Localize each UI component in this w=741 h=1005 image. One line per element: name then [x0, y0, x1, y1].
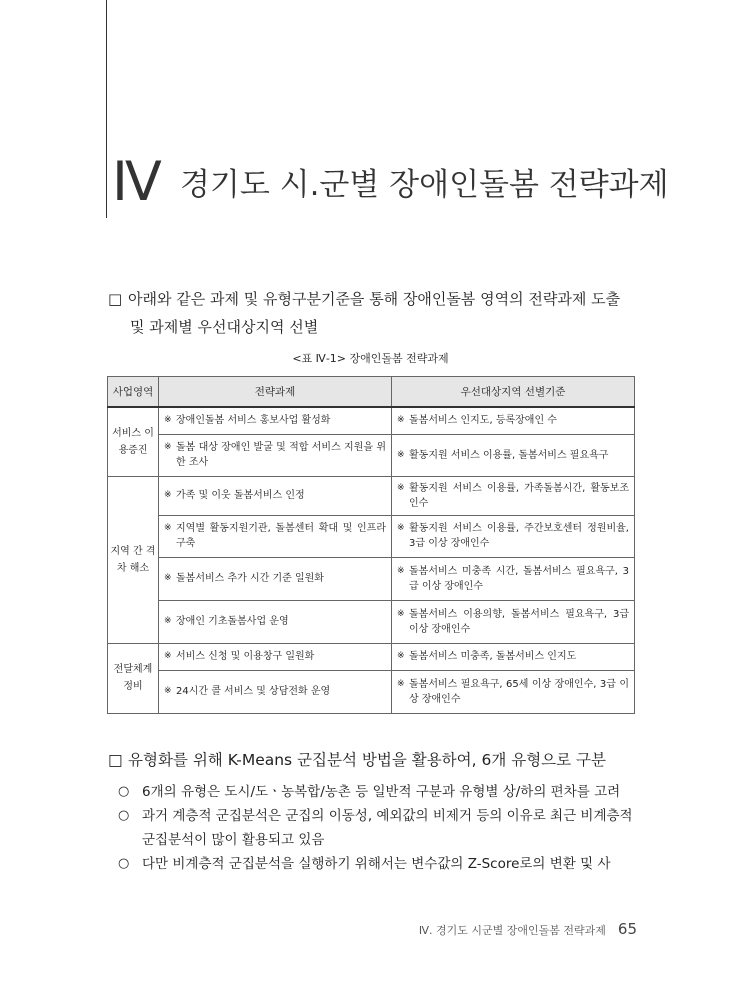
reference-mark-icon: ※ — [397, 415, 405, 426]
table-row — [108, 434, 635, 476]
table-header-row — [108, 377, 635, 408]
chapter-number: Ⅳ — [112, 152, 163, 212]
reference-mark-icon: ※ — [397, 678, 405, 689]
reference-mark-icon: ※ — [397, 651, 405, 661]
reference-mark-icon: ※ — [397, 482, 405, 493]
section2-heading — [108, 746, 638, 774]
strategy-table — [107, 376, 635, 714]
criteria-cell: ※ 활동지원 서비스 이용률, 주간보호센터 정원비율, 3급 이상 장애인수 — [392, 515, 635, 557]
reference-mark-icon: ※ — [164, 651, 172, 661]
reference-mark-icon: ※ — [164, 686, 172, 696]
task-cell: ※ 24시간 콜 서비스 및 상담전화 운영 — [159, 670, 392, 713]
table-row — [108, 670, 635, 713]
task-cell: ※ 가족 및 이웃 돌봄서비스 인정 — [159, 476, 392, 515]
list-item: ○ 과거 계층적 군집분석은 군집의 이동성, 예외값의 비제거 등의 이유로 최근 비계층적 군집분석이 많이 활용되고 있음 — [118, 804, 638, 852]
header-task: 전략과제 — [159, 377, 392, 408]
reference-mark-icon: ※ — [164, 616, 172, 626]
criteria-cell: ※ 활동지원 서비스 이용률, 가족돌봄시간, 활동보조 인수 — [392, 476, 635, 515]
circle-bullet-icon: ○ — [118, 784, 130, 799]
page-number: 65 — [617, 920, 637, 938]
area-cell: 지역 간 격차 해소 — [108, 476, 159, 643]
square-bullet-icon: □ — [108, 751, 123, 769]
intro-line-1: 아래와 같은 과제 및 유형구분기준을 통해 장애인돌봄 영역의 전략과제 도출 — [128, 290, 621, 308]
task-cell: ※ 서비스 신청 및 이용창구 일원화 — [159, 643, 392, 670]
running-title: Ⅳ. 경기도 시군별 장애인돌봄 전략과제 — [418, 924, 606, 937]
header-criteria: 우선대상지역 선별기준 — [392, 377, 635, 408]
table-caption: <표 Ⅳ-1> 장애인돌봄 전략과제 — [292, 352, 449, 365]
task-cell: ※ 장애인 기초돌봄사업 운영 — [159, 600, 392, 643]
list-item: ○ 다만 비계층적 군집분석을 실행하기 위해서는 변수값의 Z-Score로의 변환 및 사 — [118, 852, 638, 876]
table-row — [108, 476, 635, 515]
reference-mark-icon: ※ — [397, 608, 405, 619]
reference-mark-icon: ※ — [397, 523, 405, 533]
reference-mark-icon: ※ — [164, 415, 172, 426]
reference-mark-icon: ※ — [397, 565, 405, 576]
task-cell: ※ 돌봄 대상 장애인 발굴 및 적합 서비스 지원을 위한 조사 — [159, 434, 392, 476]
section2-heading-text: 유형화를 위해 K-Means 군집분석 방법을 활용하여, 6개 유형으로 구분 — [128, 751, 606, 769]
task-cell: ※ 지역별 활동지원기관, 돌봄센터 확대 및 인프라 구축 — [159, 515, 392, 557]
reference-mark-icon: ※ — [397, 449, 405, 460]
table-row — [108, 515, 635, 557]
area-cell: 서비스 이용증진 — [108, 407, 159, 476]
reference-mark-icon: ※ — [164, 442, 172, 452]
chapter-heading — [112, 150, 669, 213]
area-cell: 전달체계 정비 — [108, 643, 159, 713]
circle-bullet-icon: ○ — [118, 856, 130, 871]
circle-bullet-icon: ○ — [118, 808, 130, 823]
section2-list — [118, 780, 638, 876]
criteria-cell: ※ 돌봄서비스 미충족, 돌봄서비스 인지도 — [392, 643, 635, 670]
table-row — [108, 600, 635, 643]
square-bullet-icon: □ — [108, 290, 123, 308]
criteria-cell: ※ 돌봄서비스 인지도, 등록장애인 수 — [392, 407, 635, 434]
criteria-cell: ※ 활동지원 서비스 이용률, 돌봄서비스 필요욕구 — [392, 434, 635, 476]
reference-mark-icon: ※ — [164, 490, 172, 500]
intro-line-2: 및 과제별 우선대상지역 선별 — [130, 318, 319, 336]
task-cell: ※ 돌봄서비스 추가 시간 기준 일원화 — [159, 557, 392, 600]
task-cell: ※ 장애인돌봄 서비스 홍보사업 활성화 — [159, 407, 392, 434]
criteria-cell: ※ 돌봄서비스 미충족 시간, 돌봄서비스 필요욕구, 3급 이상 장애인수 — [392, 557, 635, 600]
chapter-divider-line — [106, 0, 107, 218]
list-item: ○ 6개의 유형은 도시/도ㆍ농복합/농촌 등 일반적 구분과 유형별 상/하의 편차를 고려 — [118, 780, 638, 804]
table-row — [108, 643, 635, 670]
reference-mark-icon: ※ — [164, 523, 172, 533]
chapter-title: 경기도 시.군별 장애인돌봄 전략과제 — [179, 167, 669, 203]
criteria-cell: ※ 돌봄서비스 이용의향, 돌봄서비스 필요욕구, 3급 이상 장애인수 — [392, 600, 635, 643]
reference-mark-icon: ※ — [164, 573, 172, 583]
page-footer — [0, 920, 637, 938]
table-row — [108, 407, 635, 434]
criteria-cell: ※ 돌봄서비스 필요욕구, 65세 이상 장애인수, 3급 이상 장애인수 — [392, 670, 635, 713]
header-area: 사업영역 — [108, 377, 159, 408]
table-row — [108, 557, 635, 600]
intro-paragraph — [108, 285, 638, 341]
